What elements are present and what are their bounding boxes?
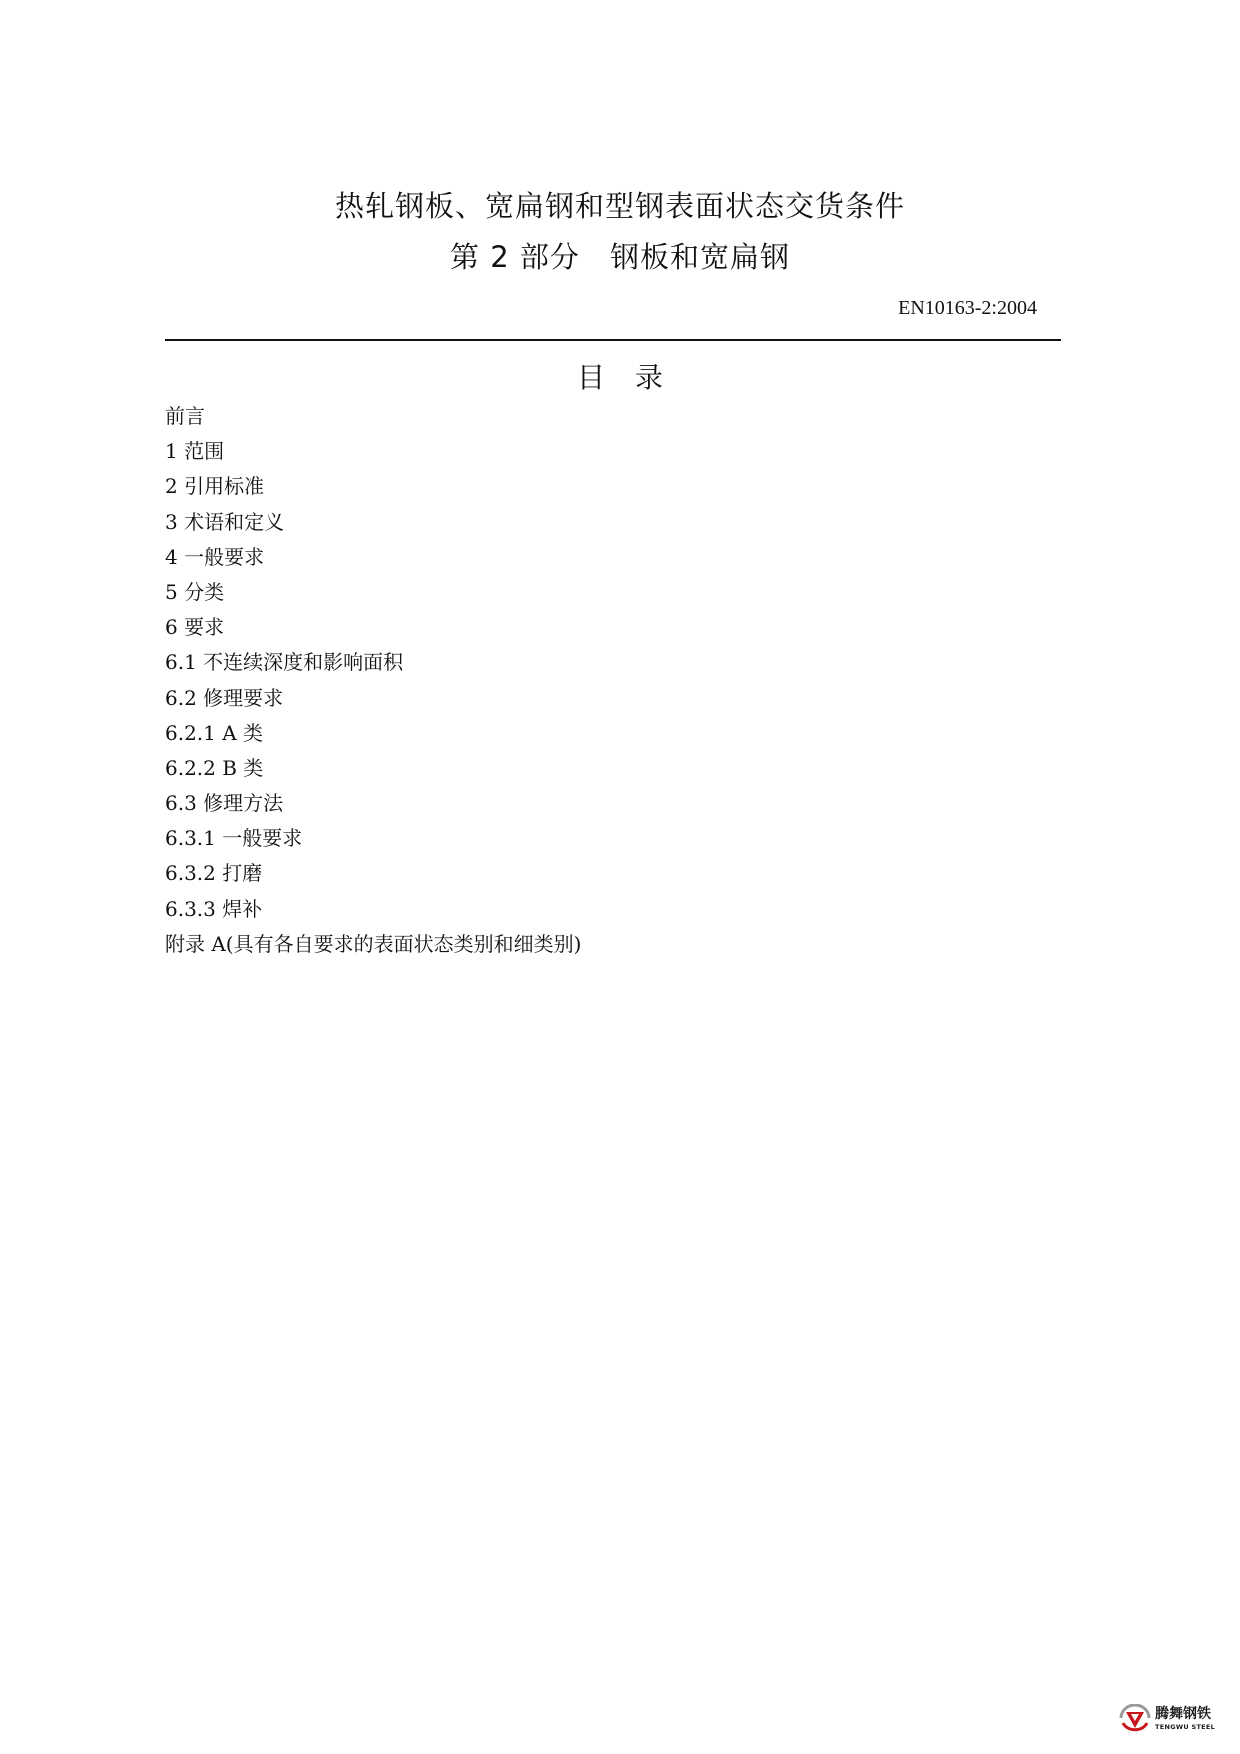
toc-item-scope: 1 范围	[165, 439, 225, 464]
toc-item-6-3-3: 6.3.3 焊补	[165, 896, 263, 921]
toc-item-general-requirements: 4 一般要求	[165, 544, 265, 569]
tengwu-logo-icon	[1118, 1704, 1152, 1734]
toc-item-foreword: 前言	[165, 404, 205, 428]
toc-item-6-3-2: 6.3.2 打磨	[165, 861, 263, 886]
toc-item-6-1: 6.1 不连续深度和影响面积	[165, 650, 404, 675]
toc-item-6-2-1: 6.2.1 A 类	[165, 720, 264, 745]
toc-item-6-3: 6.3 修理方法	[165, 791, 284, 816]
title-line-2	[0, 239, 1240, 275]
toc-list	[165, 401, 1045, 964]
toc-item-requirements: 6 要求	[165, 615, 225, 640]
toc-item-terms-definitions: 3 术语和定义	[165, 509, 285, 534]
toc-item-annex-a: 附录 A(具有各自要求的表面状态类别和细类别)	[165, 931, 582, 956]
logo-name-en: TENGWU STEEL	[1155, 1723, 1216, 1731]
toc-heading: 目录	[576, 361, 693, 394]
logo-name-cn: 腾舞钢铁	[1155, 1706, 1211, 1722]
toc-item-6-3-1: 6.3.1 一般要求	[165, 826, 303, 851]
header-divider	[165, 339, 1061, 341]
toc-item-6-2-2: 6.2.2 B 类	[165, 755, 264, 780]
company-logo	[1118, 1700, 1228, 1740]
toc-item-6-2: 6.2 修理要求	[165, 685, 284, 710]
title-line-1: 热轧钢板、宽扁钢和型钢表面状态交货条件	[334, 189, 905, 223]
toc-item-normative-references: 2 引用标准	[165, 474, 265, 499]
title-part-subject: 钢板和宽扁钢	[609, 240, 790, 274]
standard-code: EN10163-2:2004	[898, 297, 1037, 319]
toc-item-classification: 5 分类	[165, 579, 225, 604]
title-part-label: 第 2 部分	[450, 240, 580, 274]
